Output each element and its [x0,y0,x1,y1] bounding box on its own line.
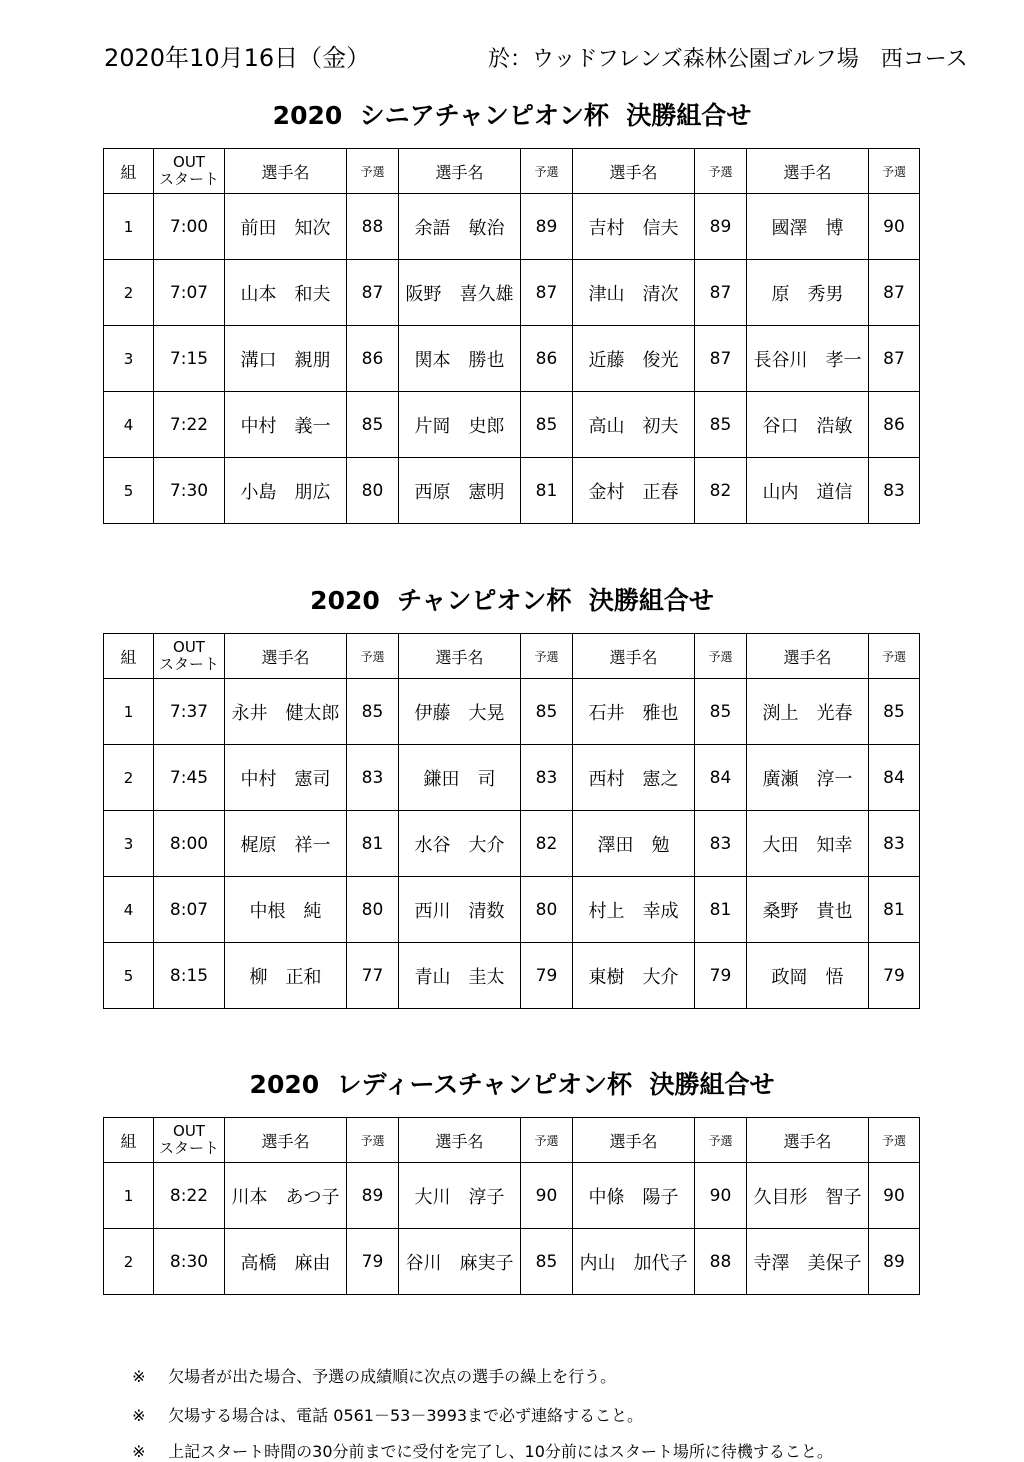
table-header-row [104,149,920,194]
player-name: 桑野 貴也 [747,877,869,943]
table-row [104,811,920,877]
player-name: 中條 陽子 [573,1163,695,1229]
player-name: 長谷川 孝一 [747,326,869,392]
header-player: 選手名 [573,149,695,194]
note-item [122,1345,616,1387]
event-date: 2020年10月16日（金） [104,44,371,72]
header-qualifier: 予選 [869,1118,920,1163]
header-player: 選手名 [225,1118,347,1163]
note-mark: ※ [132,1406,146,1425]
group-number: 2 [104,1229,154,1295]
qualifier-score: 90 [869,194,920,260]
table-row [104,260,920,326]
qualifier-score: 79 [695,943,747,1009]
qualifier-score: 81 [695,877,747,943]
qualifier-score: 87 [521,260,573,326]
qualifier-score: 79 [347,1229,399,1295]
player-name: 片岡 史郎 [399,392,521,458]
group-number: 5 [104,458,154,524]
header-player: 選手名 [225,149,347,194]
table-row [104,194,920,260]
section-title-ladies: 2020 レディースチャンピオン杯 決勝組合せ [249,1070,775,1099]
qualifier-score: 80 [347,458,399,524]
player-name: 小島 朋広 [225,458,347,524]
qualifier-score: 87 [695,260,747,326]
qualifier-score: 90 [869,1163,920,1229]
header-qualifier: 予選 [347,1118,399,1163]
header-qualifier: 予選 [869,149,920,194]
player-name: 谷川 麻実子 [399,1229,521,1295]
player-name: 近藤 俊光 [573,326,695,392]
header-qualifier: 予選 [521,1118,573,1163]
note-item [122,1420,833,1462]
qualifier-score: 82 [695,458,747,524]
start-time: 7:15 [154,326,225,392]
player-name: 余語 敏治 [399,194,521,260]
player-name: 廣瀬 淳一 [747,745,869,811]
event-venue: 於：ウッドフレンズ森林公園ゴルフ場 西コース [488,47,968,72]
player-name: 政岡 悟 [747,943,869,1009]
player-name: 久目形 智子 [747,1163,869,1229]
header-player: 選手名 [399,149,521,194]
header-group: 組 [104,149,154,194]
header-out-start-line: OUT [173,1122,205,1140]
qualifier-score: 81 [521,458,573,524]
player-name: 金村 正春 [573,458,695,524]
start-time: 7:00 [154,194,225,260]
qualifier-score: 87 [347,260,399,326]
header-qualifier: 予選 [347,149,399,194]
qualifier-score: 77 [347,943,399,1009]
header-out-start [154,149,225,194]
pairing-table-champion [103,633,920,1009]
player-name: 大川 淳子 [399,1163,521,1229]
qualifier-score: 83 [695,811,747,877]
player-name: 渕上 光春 [747,679,869,745]
header-player: 選手名 [747,149,869,194]
player-name: 谷口 浩敏 [747,392,869,458]
header-group: 組 [104,634,154,679]
player-name: 西村 憲之 [573,745,695,811]
player-name: 柳 正和 [225,943,347,1009]
player-name: 原 秀男 [747,260,869,326]
header-player: 選手名 [573,1118,695,1163]
note-text: 上記スタート時間の30分前までに受付を完了し、10分前にはスタート場所に待機すること。 [168,1442,833,1461]
qualifier-score: 89 [347,1163,399,1229]
note-mark: ※ [132,1367,146,1386]
qualifier-score: 90 [695,1163,747,1229]
header-qualifier: 予選 [869,634,920,679]
qualifier-score: 85 [521,679,573,745]
table-row [104,745,920,811]
table-row [104,877,920,943]
start-time: 8:30 [154,1229,225,1295]
player-name: 内山 加代子 [573,1229,695,1295]
table-row [104,1229,920,1295]
qualifier-score: 85 [695,392,747,458]
header-player: 選手名 [225,634,347,679]
header-player: 選手名 [747,634,869,679]
section-title-senior: 2020 シニアチャンピオン杯 決勝組合せ [272,101,752,130]
player-name: 村上 幸成 [573,877,695,943]
table-row [104,458,920,524]
header-player: 選手名 [573,634,695,679]
header-player: 選手名 [399,634,521,679]
player-name: 西川 清数 [399,877,521,943]
header-player: 選手名 [747,1118,869,1163]
group-number: 3 [104,811,154,877]
group-number: 1 [104,1163,154,1229]
table-row [104,679,920,745]
header-qualifier: 予選 [521,149,573,194]
group-number: 2 [104,260,154,326]
qualifier-score: 89 [869,1229,920,1295]
player-name: 前田 知次 [225,194,347,260]
start-time: 7:07 [154,260,225,326]
player-name: 阪野 喜久雄 [399,260,521,326]
section-title-champion: 2020 チャンピオン杯 決勝組合せ [310,586,714,615]
qualifier-score: 79 [869,943,920,1009]
start-time: 7:37 [154,679,225,745]
pairing-table-senior [103,148,920,524]
player-name: 山本 和夫 [225,260,347,326]
start-time: 8:15 [154,943,225,1009]
table-header-row [104,634,920,679]
qualifier-score: 85 [521,1229,573,1295]
group-number: 3 [104,326,154,392]
player-name: 中村 憲司 [225,745,347,811]
table-row [104,392,920,458]
start-time: 7:22 [154,392,225,458]
header-out-start-line: OUT [173,153,205,171]
header-out-start [154,634,225,679]
start-time: 8:07 [154,877,225,943]
qualifier-score: 86 [869,392,920,458]
header-out-start-line: スタート [158,655,219,673]
player-name: 高山 初夫 [573,392,695,458]
group-number: 4 [104,877,154,943]
player-name: 溝口 親朋 [225,326,347,392]
header-qualifier: 予選 [521,634,573,679]
qualifier-score: 79 [521,943,573,1009]
header-player: 選手名 [399,1118,521,1163]
group-number: 5 [104,943,154,1009]
group-number: 1 [104,679,154,745]
qualifier-score: 85 [869,679,920,745]
qualifier-score: 84 [695,745,747,811]
qualifier-score: 89 [695,194,747,260]
qualifier-score: 86 [347,326,399,392]
header-group: 組 [104,1118,154,1163]
header-qualifier: 予選 [695,634,747,679]
qualifier-score: 87 [695,326,747,392]
qualifier-score: 84 [869,745,920,811]
group-number: 4 [104,392,154,458]
qualifier-score: 83 [347,745,399,811]
player-name: 高橋 麻由 [225,1229,347,1295]
header-out-start-line: スタート [158,170,219,188]
player-name: 大田 知幸 [747,811,869,877]
qualifier-score: 80 [521,877,573,943]
qualifier-score: 88 [347,194,399,260]
header-out-start [154,1118,225,1163]
player-name: 中根 純 [225,877,347,943]
player-name: 澤田 勉 [573,811,695,877]
table-row [104,1163,920,1229]
qualifier-score: 86 [521,326,573,392]
note-text: 欠場する場合は、電話 0561－53－3993まで必ず連絡すること。 [168,1406,644,1425]
player-name: 永井 健太郎 [225,679,347,745]
qualifier-score: 80 [347,877,399,943]
qualifier-score: 88 [695,1229,747,1295]
qualifier-score: 83 [521,745,573,811]
player-name: 東樹 大介 [573,943,695,1009]
header-qualifier: 予選 [695,1118,747,1163]
start-time: 8:22 [154,1163,225,1229]
pairing-table-ladies [103,1117,920,1295]
player-name: 川本 あつ子 [225,1163,347,1229]
player-name: 山内 道信 [747,458,869,524]
qualifier-score: 85 [695,679,747,745]
group-number: 2 [104,745,154,811]
player-name: 國澤 博 [747,194,869,260]
note-text: 欠場者が出た場合、予選の成績順に次点の選手の繰上を行う。 [168,1367,617,1386]
start-time: 8:00 [154,811,225,877]
group-number: 1 [104,194,154,260]
table-row [104,943,920,1009]
player-name: 寺澤 美保子 [747,1229,869,1295]
qualifier-score: 90 [521,1163,573,1229]
player-name: 関本 勝也 [399,326,521,392]
player-name: 石井 雅也 [573,679,695,745]
player-name: 鎌田 司 [399,745,521,811]
start-time: 7:45 [154,745,225,811]
player-name: 伊藤 大晃 [399,679,521,745]
qualifier-score: 89 [521,194,573,260]
player-name: 津山 清次 [573,260,695,326]
player-name: 水谷 大介 [399,811,521,877]
header-out-start-line: スタート [158,1139,219,1157]
player-name: 吉村 信夫 [573,194,695,260]
qualifier-score: 81 [347,811,399,877]
table-row [104,326,920,392]
player-name: 中村 義一 [225,392,347,458]
qualifier-score: 85 [347,679,399,745]
qualifier-score: 83 [869,811,920,877]
header-qualifier: 予選 [695,149,747,194]
qualifier-score: 83 [869,458,920,524]
qualifier-score: 85 [521,392,573,458]
qualifier-score: 87 [869,260,920,326]
note-mark: ※ [132,1442,146,1461]
header-out-start-line: OUT [173,638,205,656]
qualifier-score: 85 [347,392,399,458]
player-name: 青山 圭太 [399,943,521,1009]
start-time: 7:30 [154,458,225,524]
player-name: 西原 憲明 [399,458,521,524]
qualifier-score: 82 [521,811,573,877]
qualifier-score: 87 [869,326,920,392]
table-header-row [104,1118,920,1163]
qualifier-score: 81 [869,877,920,943]
player-name: 梶原 祥一 [225,811,347,877]
header-qualifier: 予選 [347,634,399,679]
